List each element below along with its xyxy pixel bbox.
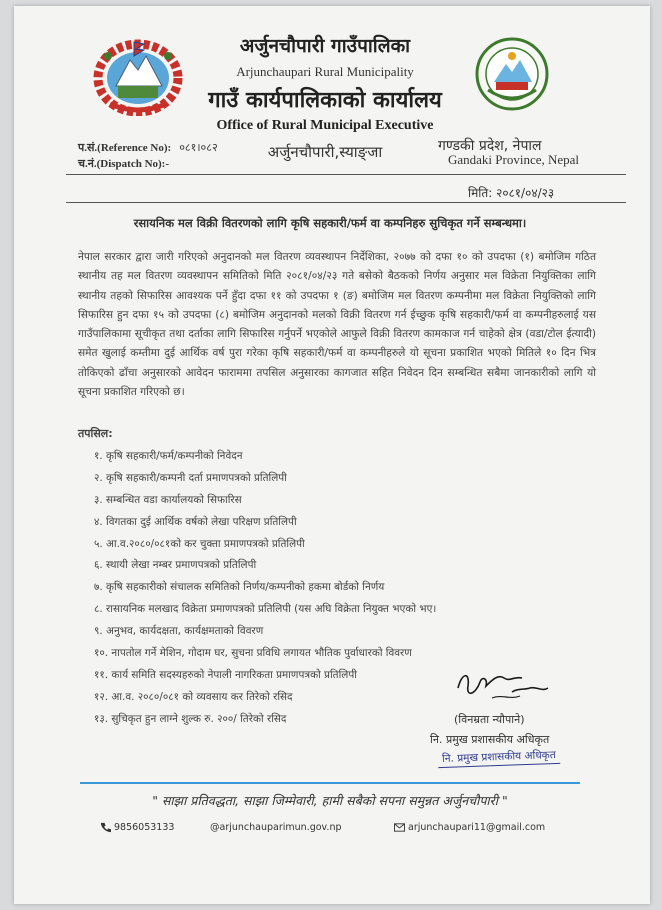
reference-line xyxy=(78,140,218,155)
list-item: १०. नापतोल गर्ने मेशिन, गोदाम घर, सुचना प्रविधि लगायत भौतिक पुर्वाधारको विवरण xyxy=(94,647,412,660)
official-stamp: नि. प्रमुख प्रशासकीय अधिकृत xyxy=(438,748,560,768)
contact-phone xyxy=(100,822,174,833)
list-item: १२. आ.व. २०८०/०८१ को व्यवसाय कर तिरेको रसिद xyxy=(94,690,293,703)
office-address-np: अर्जुनचौपारी,स्याङ्जा xyxy=(267,143,383,161)
phone-number: 9856053133 xyxy=(114,822,175,833)
office-name-en: Office of Rural Municipal Executive xyxy=(216,118,434,133)
handwritten-signature-icon xyxy=(452,664,552,706)
contact-website xyxy=(210,822,342,833)
list-item: १३. सुचिकृत हुन लाग्ने शुल्क रु. २००/ तिरेको रसिद xyxy=(94,712,287,725)
footer-divider xyxy=(80,782,580,784)
reference-label: प.सं.(Reference No): xyxy=(78,142,172,154)
list-item: ११. कार्य समिति सदस्यहरुको नेपाली नागरिकता प्रमाणपत्रको प्रतिलिपी xyxy=(94,668,357,681)
footer-motto: " साझा प्रतिवद्धता, साझा जिम्मेवारी, हामी सबैको सपना समुन्नत अर्जुनचौपारी " xyxy=(152,793,508,808)
list-item: १. कृषि सहकारी/फर्म/कम्पनीको निवेदन xyxy=(94,450,243,462)
email-address: arjunchaupari11@gmail.com xyxy=(408,822,546,833)
list-item: ८. रासायनिक मलखाद विक्रेता प्रमाणपत्रको प्रतिलिपी (यस अघि विक्रेता नियुक्त भएको भए। xyxy=(94,603,437,616)
municipality-name-en: Arjunchaupari Rural Municipality xyxy=(236,64,414,79)
list-item: ५. आ.व.२०८०/०८१को कर चुक्ता प्रमाणपत्रको प्रतिलिपी xyxy=(94,537,305,550)
header-divider xyxy=(66,174,626,175)
signatory-name: (विनम्रता न्यौपाने) xyxy=(454,713,525,726)
letter-body: नेपाल सरकार द्वारा जारी गरिएको अनुदानको मल वितरण व्यवस्थापन निर्देशिका, २०७७ को दफा १० को उपदफा (१) बमोजिम गठित स्थानीय तह मल वितरण व्यवस्थापन समितिको मिति २०८१/०४/२३ गते बसेको बैठकको निर्णय अनुसार मल विक्रेता नियुक्तिका लागि स्थानीय तहको सिफारिस आवश्यक पर्ने हुँदा दफा ११ को उपदफा १ (ङ) बमोजिम मल वितरण कम्पनीमा मल विक्रेता नियुक्तिको लागि सिफारिस हुन दफा १५ को उपदफा (८) बमोजिम अनुदानको मलको विक्री वितरण गर्न ईच्छुक कृषि सहकारी/फर्म वा कम्पनीहरुलाई यस गाउँपालिकामा सूचीकृत तथा दर्ताका लागि सिफारिस गर्नुपर्ने भएकोले आफुले विक्री वितरण कामकाज गर्न चाहेको क्षेत्र (वडा/टोल ईत्यादी) समेत खुलाई कम्तीमा दुई आर्थिक वर्ष पुरा गरेका कृषि सहकारी/फर्म वा कम्पनीहरुले यो सूचना प्रकाशित भएको मितिले १० दिन भित्र तोकिएको ढाँचा अनुसारको आवेदन फाराममा तपसिल अनुसारका कागजात सहित निवेदन दिन सम्बन्धित सबैमा जानकारीको लागि यो सूचना प्रकाशित गरिएको छ। xyxy=(78,251,596,399)
list-item: ६. स्थायी लेखा नम्बर प्रमाणपत्रको प्रतिलिपी xyxy=(94,559,257,572)
list-item: २. कृषि सहकारी/कम्पनी दर्ता प्रमाणपत्रको प्रतिलिपी xyxy=(94,471,287,484)
website-text: @arjunchauparimun.gov.np xyxy=(210,822,342,833)
province-en: Gandaki Province, Nepal xyxy=(448,152,580,167)
contact-email xyxy=(394,822,545,833)
list-item: ७. कृषि सहकारीको संचालक समितिको निर्णय/कम्पनीको हकमा बोर्डको निर्णय xyxy=(94,581,385,594)
letter-subject: रसायनिक मल विक्री वितरणको लागि कृषि सहकारी/फर्म वा कम्पनिहरु सुचिकृत गर्ने सम्बन्धमा। xyxy=(133,216,527,230)
reference-value: ०८१।०८२ xyxy=(179,141,218,154)
tapasil-heading: तपसिल: xyxy=(78,427,113,440)
list-item: ३. सम्बन्धित वडा कार्यालयको सिफारिस xyxy=(94,493,242,506)
province-np: गण्डकी प्रदेश, नेपाल xyxy=(438,138,542,154)
list-item: ९. अनुभव, कार्यदक्षता, कार्यक्षमताको विवरण xyxy=(94,625,264,638)
list-item: ४. विगतका दुई आर्थिक वर्षको लेखा परिक्षण प्रतिलिपी xyxy=(94,515,297,528)
document-list xyxy=(94,446,436,731)
email-icon xyxy=(394,823,405,832)
signatory-title: नि. प्रमुख प्रशासकीय अधिकृत xyxy=(430,733,550,746)
phone-icon xyxy=(100,822,111,833)
dispatch-label: च.नं.(Dispatch No):- xyxy=(78,158,169,170)
office-name-np: गाउँ कार्यपालिकाको कार्यालय xyxy=(208,88,442,113)
letter-date: मिति: २०८१/०४/२३ xyxy=(468,186,555,200)
municipality-name-np: अर्जुनचौपारी गाउँपालिका xyxy=(239,35,411,57)
date-divider xyxy=(66,202,626,203)
